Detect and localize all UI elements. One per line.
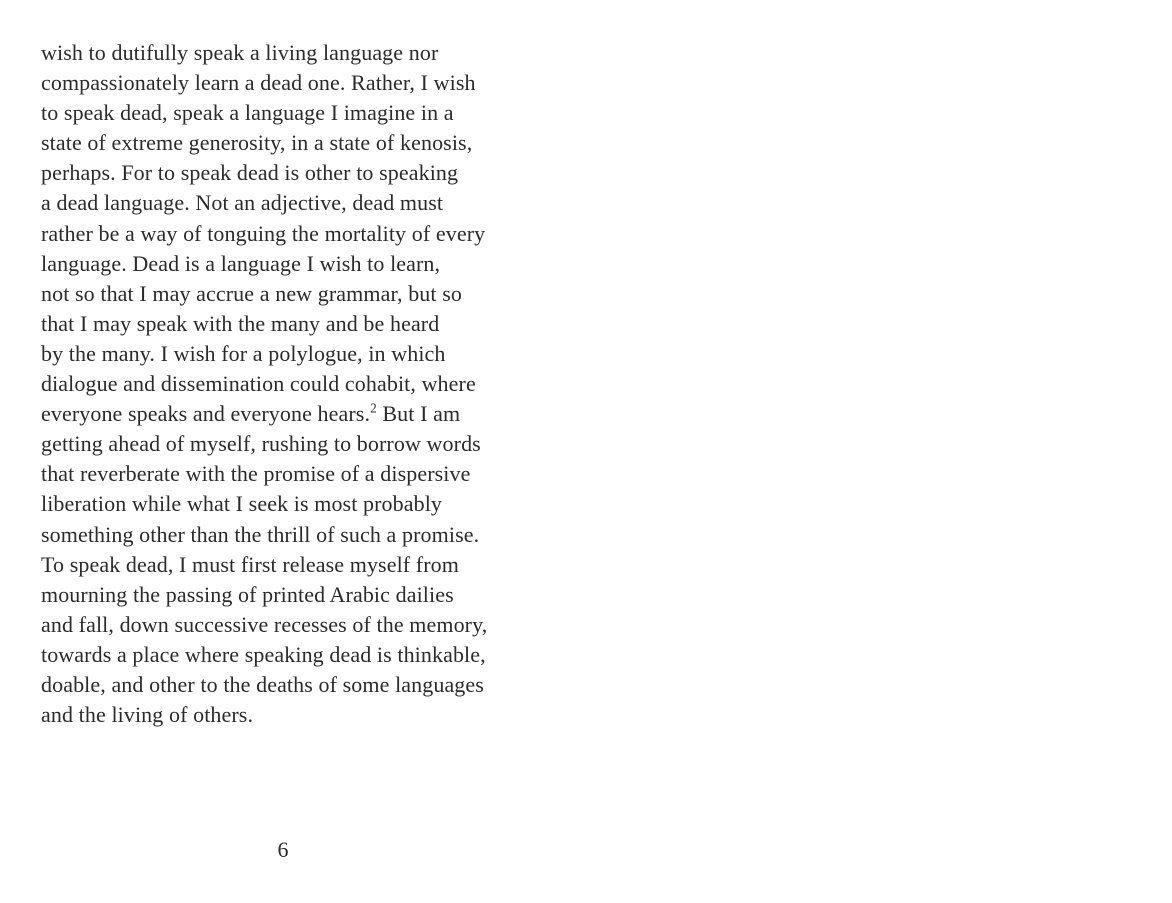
- text-line: compassionately learn a dead one. Rather, I wish: [41, 70, 476, 96]
- text-line: a dead language. Not an adjective, dead must: [41, 190, 444, 216]
- text-line: liberation while what I seek is most probably: [41, 491, 443, 517]
- text-line: not so that I may accrue a new grammar, but so: [41, 280, 462, 306]
- text-line: by the many. I wish for a polylogue, in which: [41, 340, 446, 366]
- text-line: rather be a way of tonguing the mortality of every: [41, 220, 486, 246]
- text-line: dialogue and dissemination could cohabit, where: [41, 371, 476, 397]
- text-segment: But I am: [376, 401, 461, 427]
- text-line: perhaps. For to speak dead is other to speaking: [41, 160, 459, 186]
- page-number: 6: [277, 837, 289, 862]
- text-line: to speak dead, speak a language I imagine in a: [41, 100, 454, 126]
- text-line: that reverberate with the promise of a dispersive: [41, 461, 471, 487]
- text-line: that I may speak with the many and be heard: [41, 310, 440, 336]
- text-line: towards a place where speaking dead is thinkable,: [41, 641, 486, 667]
- text-line: something other than the thrill of such a promise.: [41, 521, 480, 547]
- text-line: mourning the passing of printed Arabic dailies: [41, 581, 454, 607]
- text-line: wish to dutifully speak a living language nor: [41, 40, 439, 65]
- text-segment: everyone speaks and everyone hears.: [41, 401, 371, 427]
- text-line: getting ahead of myself, rushing to borrow words: [41, 431, 481, 457]
- footnote-ref-2: 2: [370, 400, 377, 416]
- text-line: language. Dead is a language I wish to learn,: [41, 250, 441, 276]
- text-line: state of extreme generosity, in a state of kenosis,: [41, 130, 473, 156]
- text-line: and the living of others.: [41, 702, 254, 728]
- text-line: and fall, down successive recesses of the memory,: [41, 611, 488, 637]
- text-line: [41, 399, 541, 429]
- text-line: doable, and other to the deaths of some languages: [41, 671, 484, 697]
- text-line: To speak dead, I must first release myself from: [41, 551, 459, 577]
- body-text: [41, 38, 541, 730]
